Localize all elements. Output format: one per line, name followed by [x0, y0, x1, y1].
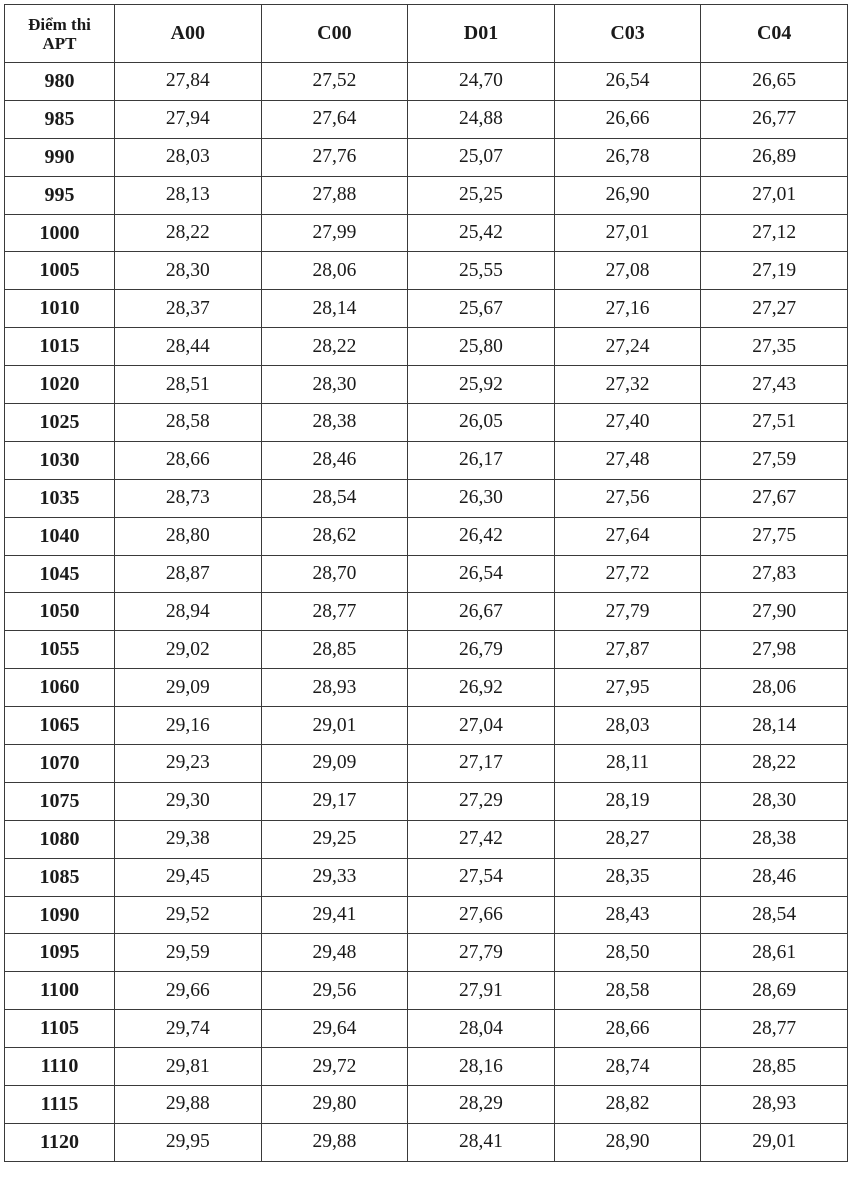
apt-score-cell: 990 — [5, 138, 115, 176]
converted-score-cell-d01: 27,66 — [408, 896, 555, 934]
table-row — [5, 782, 848, 820]
apt-score-cell: 1035 — [5, 479, 115, 517]
converted-score-cell-c00: 27,52 — [261, 63, 408, 101]
table-row — [5, 972, 848, 1010]
converted-score-cell-c04: 27,83 — [701, 555, 848, 593]
converted-score-cell-c04: 28,93 — [701, 1086, 848, 1124]
converted-score-cell-d01: 27,29 — [408, 782, 555, 820]
converted-score-cell-c03: 26,78 — [554, 138, 701, 176]
converted-score-cell-c04: 28,06 — [701, 669, 848, 707]
converted-score-cell-c04: 28,30 — [701, 782, 848, 820]
header-a00: A00 — [115, 5, 262, 63]
converted-score-cell-c00: 29,41 — [261, 896, 408, 934]
apt-score-cell: 985 — [5, 100, 115, 138]
converted-score-cell-a00: 28,22 — [115, 214, 262, 252]
table-row — [5, 176, 848, 214]
converted-score-cell-c00: 28,30 — [261, 366, 408, 404]
converted-score-cell-c00: 28,22 — [261, 328, 408, 366]
converted-score-cell-d01: 25,25 — [408, 176, 555, 214]
converted-score-cell-a00: 27,84 — [115, 63, 262, 101]
table-row — [5, 896, 848, 934]
converted-score-cell-c04: 27,35 — [701, 328, 848, 366]
table-row — [5, 100, 848, 138]
table-row — [5, 404, 848, 442]
converted-score-cell-c04: 28,77 — [701, 1010, 848, 1048]
table-row — [5, 555, 848, 593]
converted-score-cell-c00: 29,01 — [261, 707, 408, 745]
converted-score-cell-a00: 29,30 — [115, 782, 262, 820]
converted-score-cell-d01: 26,79 — [408, 631, 555, 669]
converted-score-cell-c00: 28,85 — [261, 631, 408, 669]
apt-score-cell: 995 — [5, 176, 115, 214]
converted-score-cell-c03: 28,58 — [554, 972, 701, 1010]
converted-score-cell-c00: 29,64 — [261, 1010, 408, 1048]
table-row — [5, 366, 848, 404]
converted-score-cell-a00: 28,94 — [115, 593, 262, 631]
converted-score-cell-c03: 27,79 — [554, 593, 701, 631]
converted-score-cell-d01: 28,41 — [408, 1123, 555, 1161]
converted-score-cell-a00: 28,80 — [115, 517, 262, 555]
header-d01: D01 — [408, 5, 555, 63]
table-row — [5, 290, 848, 328]
converted-score-cell-d01: 25,67 — [408, 290, 555, 328]
apt-score-cell: 1120 — [5, 1123, 115, 1161]
converted-score-cell-a00: 29,74 — [115, 1010, 262, 1048]
converted-score-cell-d01: 25,07 — [408, 138, 555, 176]
apt-score-cell: 1045 — [5, 555, 115, 593]
converted-score-cell-a00: 29,45 — [115, 858, 262, 896]
converted-score-cell-c03: 27,01 — [554, 214, 701, 252]
converted-score-cell-c00: 27,76 — [261, 138, 408, 176]
converted-score-cell-a00: 28,44 — [115, 328, 262, 366]
converted-score-cell-c03: 28,35 — [554, 858, 701, 896]
converted-score-cell-c04: 28,22 — [701, 745, 848, 783]
converted-score-cell-d01: 25,92 — [408, 366, 555, 404]
converted-score-cell-c04: 27,67 — [701, 479, 848, 517]
apt-score-cell: 1005 — [5, 252, 115, 290]
converted-score-cell-c03: 28,19 — [554, 782, 701, 820]
converted-score-cell-c03: 28,43 — [554, 896, 701, 934]
apt-score-cell: 1070 — [5, 745, 115, 783]
apt-score-cell: 1025 — [5, 404, 115, 442]
converted-score-cell-c04: 28,85 — [701, 1048, 848, 1086]
converted-score-cell-c04: 27,59 — [701, 441, 848, 479]
converted-score-cell-a00: 29,09 — [115, 669, 262, 707]
apt-score-cell: 1095 — [5, 934, 115, 972]
table-row — [5, 593, 848, 631]
converted-score-cell-a00: 29,02 — [115, 631, 262, 669]
header-apt-score-line2: APT — [42, 33, 77, 53]
converted-score-cell-d01: 26,92 — [408, 669, 555, 707]
converted-score-cell-a00: 28,51 — [115, 366, 262, 404]
converted-score-cell-c03: 27,32 — [554, 366, 701, 404]
header-row — [5, 5, 848, 63]
table-body — [5, 63, 848, 1162]
converted-score-cell-a00: 28,58 — [115, 404, 262, 442]
converted-score-cell-c03: 27,40 — [554, 404, 701, 442]
converted-score-cell-c04: 28,61 — [701, 934, 848, 972]
converted-score-cell-d01: 26,17 — [408, 441, 555, 479]
converted-score-cell-c04: 28,14 — [701, 707, 848, 745]
header-c00: C00 — [261, 5, 408, 63]
apt-score-cell: 1055 — [5, 631, 115, 669]
converted-score-cell-d01: 26,42 — [408, 517, 555, 555]
converted-score-cell-d01: 28,16 — [408, 1048, 555, 1086]
apt-score-cell: 1080 — [5, 820, 115, 858]
converted-score-cell-c04: 27,01 — [701, 176, 848, 214]
converted-score-cell-a00: 28,37 — [115, 290, 262, 328]
apt-score-cell: 1090 — [5, 896, 115, 934]
converted-score-cell-d01: 28,29 — [408, 1086, 555, 1124]
header-c03: C03 — [554, 5, 701, 63]
converted-score-cell-a00: 29,81 — [115, 1048, 262, 1086]
converted-score-cell-d01: 27,54 — [408, 858, 555, 896]
converted-score-cell-c04: 28,69 — [701, 972, 848, 1010]
converted-score-cell-a00: 28,87 — [115, 555, 262, 593]
converted-score-cell-c03: 28,90 — [554, 1123, 701, 1161]
converted-score-cell-c00: 27,88 — [261, 176, 408, 214]
converted-score-cell-d01: 24,70 — [408, 63, 555, 101]
table-row — [5, 517, 848, 555]
converted-score-cell-c03: 26,66 — [554, 100, 701, 138]
table-row — [5, 214, 848, 252]
converted-score-cell-d01: 26,54 — [408, 555, 555, 593]
table-row — [5, 479, 848, 517]
converted-score-cell-a00: 29,88 — [115, 1086, 262, 1124]
apt-score-cell: 980 — [5, 63, 115, 101]
converted-score-cell-c03: 27,95 — [554, 669, 701, 707]
table-row — [5, 1086, 848, 1124]
converted-score-cell-c00: 29,33 — [261, 858, 408, 896]
converted-score-cell-c03: 27,56 — [554, 479, 701, 517]
converted-score-cell-a00: 28,66 — [115, 441, 262, 479]
converted-score-cell-a00: 29,38 — [115, 820, 262, 858]
converted-score-cell-c00: 29,09 — [261, 745, 408, 783]
converted-score-cell-a00: 29,52 — [115, 896, 262, 934]
header-c04: C04 — [701, 5, 848, 63]
converted-score-cell-c00: 29,88 — [261, 1123, 408, 1161]
table-row — [5, 63, 848, 101]
converted-score-cell-a00: 29,66 — [115, 972, 262, 1010]
converted-score-cell-c00: 27,99 — [261, 214, 408, 252]
converted-score-cell-c03: 26,90 — [554, 176, 701, 214]
converted-score-cell-c04: 28,54 — [701, 896, 848, 934]
converted-score-cell-c00: 28,46 — [261, 441, 408, 479]
header-apt-score-line1: Điểm thi — [28, 14, 91, 34]
table-row — [5, 441, 848, 479]
converted-score-cell-a00: 29,16 — [115, 707, 262, 745]
apt-score-cell: 1115 — [5, 1086, 115, 1124]
converted-score-cell-d01: 26,05 — [408, 404, 555, 442]
converted-score-cell-d01: 26,67 — [408, 593, 555, 631]
converted-score-cell-c03: 27,48 — [554, 441, 701, 479]
table-row — [5, 1010, 848, 1048]
converted-score-cell-d01: 27,04 — [408, 707, 555, 745]
table-row — [5, 1048, 848, 1086]
converted-score-cell-c00: 29,25 — [261, 820, 408, 858]
converted-score-cell-d01: 27,42 — [408, 820, 555, 858]
table-row — [5, 252, 848, 290]
converted-score-cell-a00: 29,95 — [115, 1123, 262, 1161]
table-header — [5, 5, 848, 63]
converted-score-cell-c00: 29,80 — [261, 1086, 408, 1124]
converted-score-cell-c03: 27,16 — [554, 290, 701, 328]
converted-score-cell-c03: 28,82 — [554, 1086, 701, 1124]
converted-score-cell-c04: 26,89 — [701, 138, 848, 176]
converted-score-cell-c03: 28,27 — [554, 820, 701, 858]
converted-score-cell-a00: 28,13 — [115, 176, 262, 214]
converted-score-cell-a00: 28,03 — [115, 138, 262, 176]
converted-score-cell-c03: 27,08 — [554, 252, 701, 290]
apt-score-cell: 1105 — [5, 1010, 115, 1048]
converted-score-cell-c03: 28,50 — [554, 934, 701, 972]
converted-score-cell-d01: 27,17 — [408, 745, 555, 783]
converted-score-cell-c04: 27,98 — [701, 631, 848, 669]
converted-score-cell-c04: 27,27 — [701, 290, 848, 328]
converted-score-cell-c00: 28,70 — [261, 555, 408, 593]
apt-score-cell: 1085 — [5, 858, 115, 896]
converted-score-cell-c00: 27,64 — [261, 100, 408, 138]
converted-score-cell-d01: 28,04 — [408, 1010, 555, 1048]
converted-score-cell-c00: 28,38 — [261, 404, 408, 442]
converted-score-cell-d01: 24,88 — [408, 100, 555, 138]
converted-score-cell-c00: 29,72 — [261, 1048, 408, 1086]
table-row — [5, 631, 848, 669]
apt-score-cell: 1060 — [5, 669, 115, 707]
converted-score-cell-c04: 27,75 — [701, 517, 848, 555]
converted-score-cell-c03: 28,74 — [554, 1048, 701, 1086]
converted-score-cell-d01: 27,91 — [408, 972, 555, 1010]
apt-score-cell: 1010 — [5, 290, 115, 328]
apt-score-cell: 1110 — [5, 1048, 115, 1086]
converted-score-cell-c04: 27,43 — [701, 366, 848, 404]
converted-score-cell-c04: 27,90 — [701, 593, 848, 631]
converted-score-cell-c04: 29,01 — [701, 1123, 848, 1161]
converted-score-cell-c03: 27,72 — [554, 555, 701, 593]
converted-score-cell-c00: 28,77 — [261, 593, 408, 631]
table-row — [5, 820, 848, 858]
apt-score-cell: 1050 — [5, 593, 115, 631]
converted-score-cell-c04: 28,38 — [701, 820, 848, 858]
converted-score-cell-c04: 27,12 — [701, 214, 848, 252]
table-row — [5, 138, 848, 176]
converted-score-cell-c04: 27,19 — [701, 252, 848, 290]
converted-score-cell-c04: 26,77 — [701, 100, 848, 138]
converted-score-cell-c00: 28,62 — [261, 517, 408, 555]
converted-score-cell-c03: 27,64 — [554, 517, 701, 555]
converted-score-cell-a00: 29,59 — [115, 934, 262, 972]
converted-score-cell-c00: 28,54 — [261, 479, 408, 517]
converted-score-cell-c00: 28,06 — [261, 252, 408, 290]
converted-score-cell-c03: 27,87 — [554, 631, 701, 669]
converted-score-cell-c00: 29,17 — [261, 782, 408, 820]
converted-score-cell-d01: 27,79 — [408, 934, 555, 972]
converted-score-cell-d01: 25,80 — [408, 328, 555, 366]
converted-score-cell-d01: 25,42 — [408, 214, 555, 252]
table-row — [5, 934, 848, 972]
converted-score-cell-c04: 27,51 — [701, 404, 848, 442]
converted-score-cell-c00: 29,56 — [261, 972, 408, 1010]
converted-score-cell-c03: 28,66 — [554, 1010, 701, 1048]
converted-score-cell-c03: 26,54 — [554, 63, 701, 101]
table-row — [5, 858, 848, 896]
score-conversion-table-container — [4, 4, 847, 1162]
converted-score-cell-c03: 28,03 — [554, 707, 701, 745]
table-row — [5, 669, 848, 707]
converted-score-cell-c04: 26,65 — [701, 63, 848, 101]
converted-score-cell-c00: 28,93 — [261, 669, 408, 707]
table-row — [5, 1123, 848, 1161]
converted-score-cell-c04: 28,46 — [701, 858, 848, 896]
table-row — [5, 328, 848, 366]
apt-score-cell: 1020 — [5, 366, 115, 404]
header-apt-score — [5, 5, 115, 63]
converted-score-cell-c03: 27,24 — [554, 328, 701, 366]
converted-score-cell-c00: 29,48 — [261, 934, 408, 972]
converted-score-cell-c00: 28,14 — [261, 290, 408, 328]
apt-score-cell: 1000 — [5, 214, 115, 252]
table-row — [5, 707, 848, 745]
converted-score-cell-a00: 29,23 — [115, 745, 262, 783]
apt-score-cell: 1075 — [5, 782, 115, 820]
converted-score-cell-a00: 27,94 — [115, 100, 262, 138]
converted-score-cell-a00: 28,30 — [115, 252, 262, 290]
apt-score-cell: 1065 — [5, 707, 115, 745]
apt-score-cell: 1040 — [5, 517, 115, 555]
apt-score-cell: 1100 — [5, 972, 115, 1010]
apt-score-cell: 1030 — [5, 441, 115, 479]
score-conversion-table — [4, 4, 848, 1162]
apt-score-cell: 1015 — [5, 328, 115, 366]
converted-score-cell-d01: 26,30 — [408, 479, 555, 517]
converted-score-cell-c03: 28,11 — [554, 745, 701, 783]
table-row — [5, 745, 848, 783]
converted-score-cell-d01: 25,55 — [408, 252, 555, 290]
converted-score-cell-a00: 28,73 — [115, 479, 262, 517]
